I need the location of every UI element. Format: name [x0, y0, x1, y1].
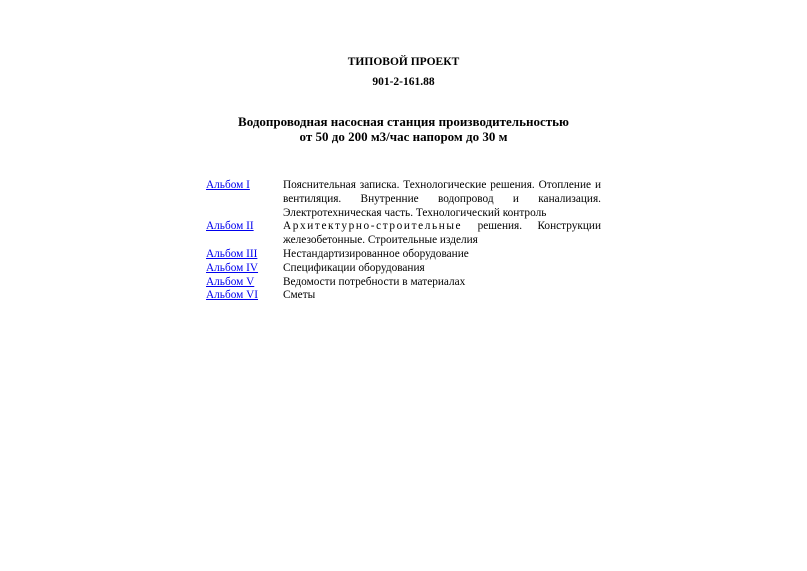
album-row — [206, 289, 601, 303]
album-link-2[interactable]: Альбом II — [206, 220, 254, 233]
project-code: 901-2-161.88 — [372, 76, 435, 88]
album-link-4[interactable]: Альбом IV — [206, 261, 259, 274]
album-row — [206, 276, 601, 290]
album-description-2 — [283, 220, 601, 248]
album-row — [206, 179, 601, 220]
project-title-line-2: от 50 до 200 м3/час напором до 30 м — [299, 129, 508, 144]
album-description-2-rest: решения. Конструкции железобетонные. Строительные изделия — [283, 220, 601, 247]
project-title-line-1: Водопроводная насосная станция производительностью — [238, 114, 569, 129]
album-row — [206, 220, 601, 248]
album-description-6: Сметы — [283, 289, 316, 302]
album-description-1: Пояснительная записка. Технологические решения. Отопление и вентиляция. Внутренние водопровод и канализация. Электротехническая часть. Технологический контроль — [283, 179, 601, 219]
album-description-2-spaced: Архитектурно-строительные — [283, 220, 463, 233]
project-title — [0, 114, 807, 144]
album-link-1[interactable]: Альбом I — [206, 179, 250, 191]
album-row — [206, 262, 601, 276]
album-row — [206, 248, 601, 262]
album-link-5[interactable]: Альбом V — [206, 275, 255, 288]
album-link-6[interactable]: Альбом VI — [206, 289, 259, 302]
project-type-heading: ТИПОВОЙ ПРОЕКТ — [347, 56, 460, 68]
album-description-5: Ведомости потребности в материалах — [283, 275, 466, 288]
album-link-3[interactable]: Альбом III — [206, 247, 258, 260]
album-description-4: Спецификации оборудования — [283, 261, 425, 274]
album-description-3: Нестандартизированное оборудование — [283, 247, 469, 260]
albums-list — [206, 179, 601, 303]
